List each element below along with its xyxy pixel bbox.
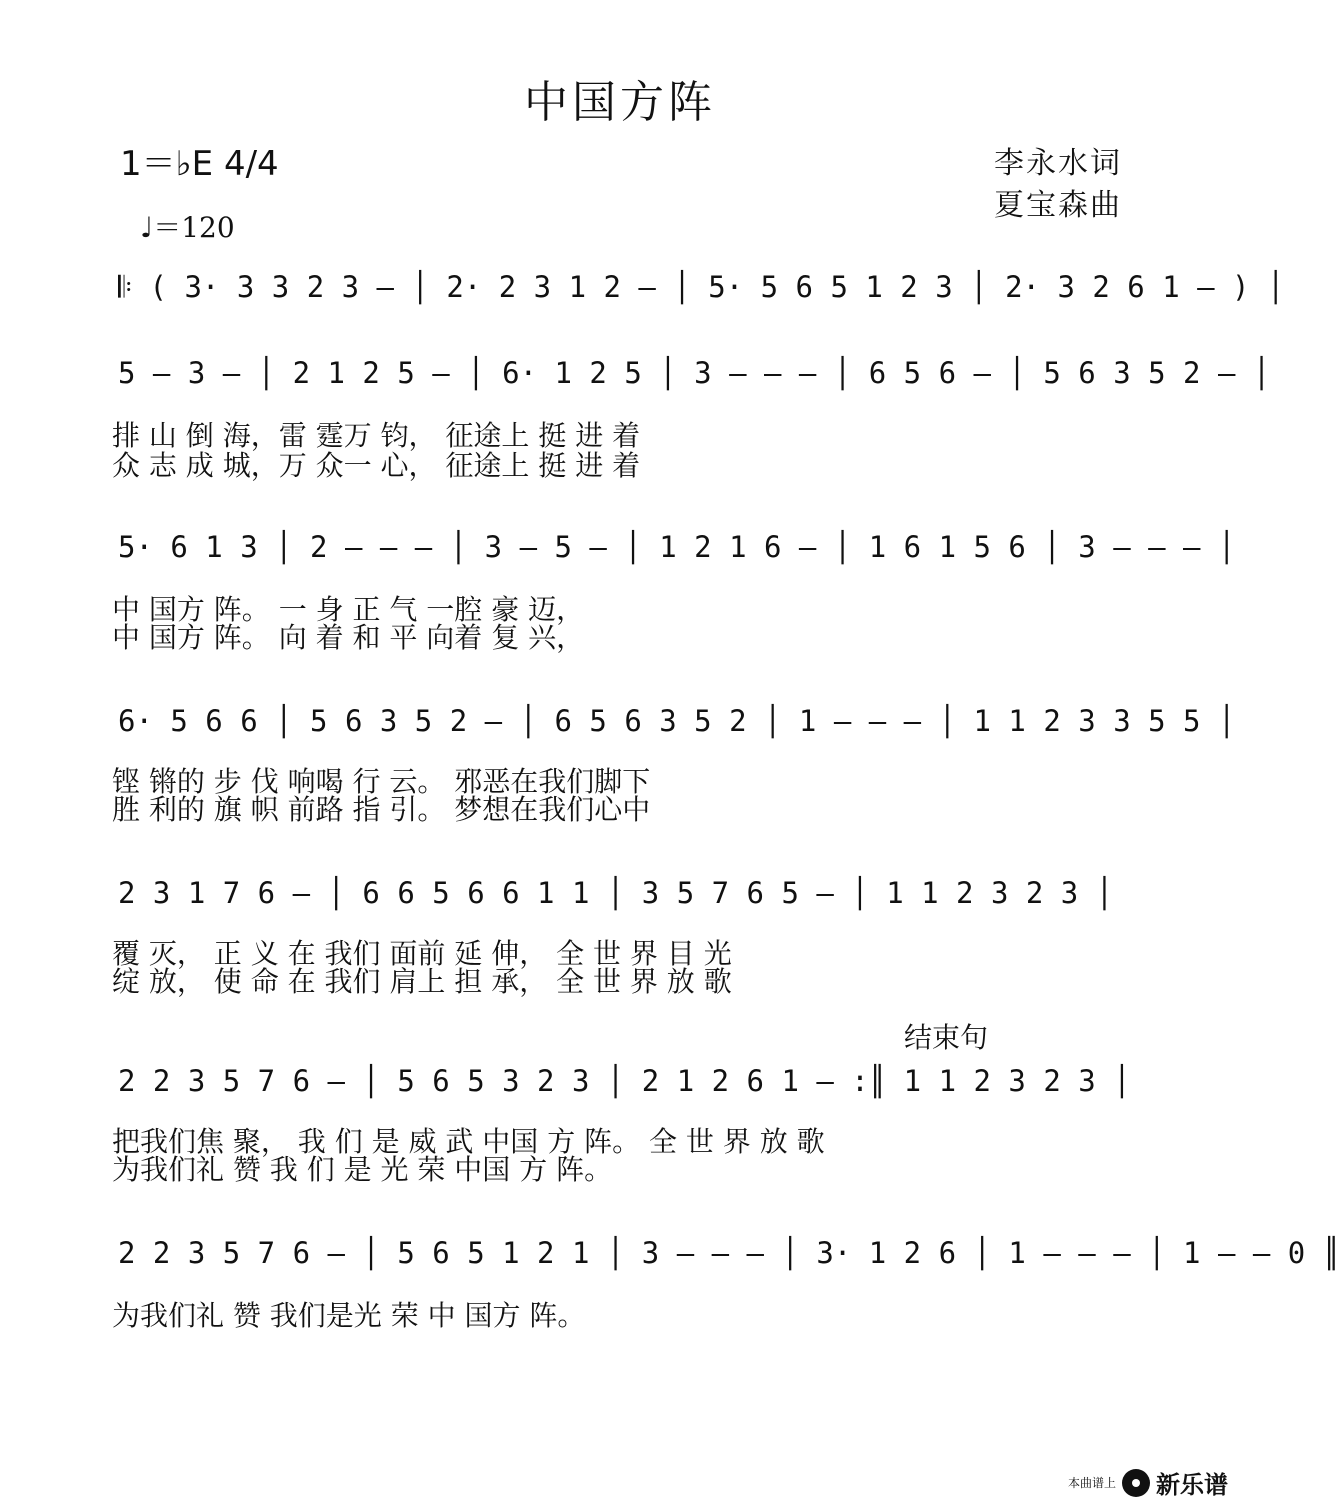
score-line-2: 5 — 3 — │ 2 1 2 5 — │ 6· 1 2 5 │ 3 — — — │ 6 5 6 — │ 5 6 3 5 2 — │ (118, 356, 1271, 390)
lyric-line-4a: 铿 锵的 步 伐 响喝 行 云。 邪恶在我们脚下 (112, 765, 651, 798)
tempo-marking: ♩＝120 (140, 211, 235, 244)
ending-label: 结束句 (904, 1021, 989, 1054)
lyric-line-6a: 把我们焦 聚， 我 们 是 威 武 中国 方 阵。 全 世 界 放 歌 (112, 1125, 825, 1158)
record-disc-icon (1122, 1469, 1150, 1497)
lyric-line-5b: 绽 放， 使 命 在 我们 肩上 担 承， 全 世 界 放 歌 (112, 965, 732, 998)
lyric-line-4b: 胜 利的 旗 帜 前路 指 引。 梦想在我们心中 (112, 793, 651, 826)
score-line-3: 5· 6 1 3 │ 2 — — — │ 3 — 5 — │ 1 2 1 6 — │ 1 6 1 5 6 │ 3 — — — │ (118, 530, 1236, 564)
lyric-line-2b: 众 志 成 城，万 众一 心， 征途上 挺 进 着 (112, 449, 641, 482)
lyric-line-2a: 排 山 倒 海，雷 霆万 钧， 征途上 挺 进 着 (112, 419, 641, 452)
lyric-line-6b: 为我们礼 赞 我 们 是 光 荣 中国 方 阵。 (112, 1153, 613, 1186)
score-line-1: 𝄆 ( 3· 3 3 2 3 — │ 2· 2 3 1 2 — │ 5· 5 6 5 1 2 3 │ 2· 3 2 6 1 — ) │ (118, 270, 1285, 304)
watermark-brand: 新乐谱 (1156, 1471, 1228, 1499)
key-signature: 1＝♭E 4/4 (120, 144, 279, 184)
lyricist: 李永水词 (994, 146, 1122, 181)
lyric-line-7a: 为我们礼 赞 我们是光 荣 中 国方 阵。 (112, 1299, 586, 1332)
watermark-small-text: 本曲谱上 (1067, 1476, 1116, 1490)
composer: 夏宝森曲 (994, 188, 1122, 223)
score-line-6: 2 2 3 5 7 6 — │ 5 6 5 3 2 3 │ 2 1 2 6 1 — :║ 1 1 2 3 2 3 │ (118, 1064, 1131, 1098)
score-line-4: 6· 5 6 6 │ 5 6 3 5 2 — │ 6 5 6 3 5 2 │ 1 — — — │ 1 1 2 3 3 5 5 │ (118, 704, 1236, 738)
song-title: 中国方阵 (524, 77, 716, 128)
watermark (1068, 1465, 1228, 1500)
lyric-line-3b: 中 国方 阵。 向 着 和 平 向着 复 兴， (112, 621, 585, 654)
score-line-7: 2 2 3 5 7 6 — │ 5 6 5 1 2 1 │ 3 — — — │ 3· 1 2 6 │ 1 — — — │ 1 — — 0 ║ (118, 1236, 1340, 1270)
lyric-line-3a: 中 国方 阵。 一 身 正 气 一腔 豪 迈， (112, 593, 585, 626)
lyric-line-5a: 覆 灭， 正 义 在 我们 面前 延 伸， 全 世 界 目 光 (112, 937, 732, 970)
score-line-5: 2 3 1 7 6 — │ 6 6 5 6 6 1 1 │ 3 5 7 6 5 — │ 1 1 2 3 2 3 │ (118, 876, 1114, 910)
